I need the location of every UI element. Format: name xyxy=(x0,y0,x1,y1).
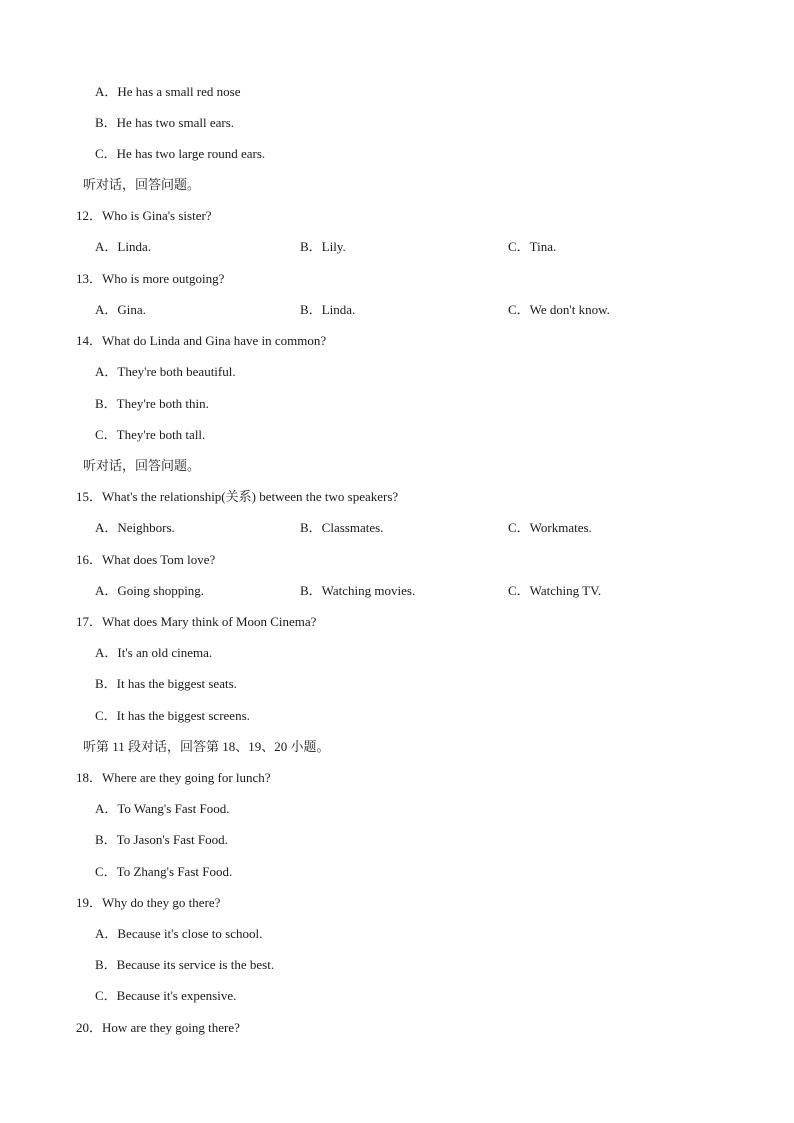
section-instruction: 听对话，回答问题。 xyxy=(83,458,201,473)
option-q16-c: C．Watching TV. xyxy=(508,583,602,598)
option-q11-a: A．He has a small red nose xyxy=(95,84,241,99)
section-instruction: 听对话，回答问题。 xyxy=(83,177,201,192)
option-q13-c: C．We don't know. xyxy=(508,302,610,317)
option-q13-b: B．Linda. xyxy=(300,302,356,317)
option-q19-c: C．Because it's expensive. xyxy=(95,988,237,1003)
question-19: 19．Why do they go there? xyxy=(76,895,221,910)
section-instruction: 听第 11 段对话，回答第 18、19、20 小题。 xyxy=(83,739,330,754)
question-16: 16．What does Tom love? xyxy=(76,552,216,567)
question-18: 18．Where are they going for lunch? xyxy=(76,770,271,785)
option-q14-b: B．They're both thin. xyxy=(95,396,209,411)
option-q17-b: B．It has the biggest seats. xyxy=(95,676,237,691)
option-q19-b: B．Because its service is the best. xyxy=(95,957,275,972)
question-17: 17．What does Mary think of Moon Cinema? xyxy=(76,614,317,629)
option-q11-c: C．He has two large round ears. xyxy=(95,146,266,161)
question-20: 20．How are they going there? xyxy=(76,1020,240,1035)
option-q17-a: A．It's an old cinema. xyxy=(95,645,213,660)
option-q15-a: A．Neighbors. xyxy=(95,520,175,535)
question-12: 12．Who is Gina's sister? xyxy=(76,208,212,223)
option-q14-a: A．They're both beautiful. xyxy=(95,364,236,379)
option-q13-a: A．Gina. xyxy=(95,302,146,317)
option-q14-c: C．They're both tall. xyxy=(95,427,206,442)
option-q18-c: C．To Zhang's Fast Food. xyxy=(95,864,233,879)
option-q18-b: B．To Jason's Fast Food. xyxy=(95,832,228,847)
question-14: 14．What do Linda and Gina have in common? xyxy=(76,333,327,348)
option-q12-a: A．Linda. xyxy=(95,239,151,254)
option-q11-b: B．He has two small ears. xyxy=(95,115,235,130)
question-15: 15．What's the relationship(关系) between the two speakers? xyxy=(76,489,399,504)
option-q16-a: A．Going shopping. xyxy=(95,583,205,598)
option-q16-b: B．Watching movies. xyxy=(300,583,416,598)
option-q17-c: C．It has the biggest screens. xyxy=(95,708,250,723)
option-q15-c: C．Workmates. xyxy=(508,520,592,535)
option-q12-c: C．Tina. xyxy=(508,239,557,254)
question-13: 13．Who is more outgoing? xyxy=(76,271,225,286)
option-q19-a: A．Because it's close to school. xyxy=(95,926,263,941)
option-q12-b: B．Lily. xyxy=(300,239,346,254)
option-q15-b: B．Classmates. xyxy=(300,520,384,535)
option-q18-a: A．To Wang's Fast Food. xyxy=(95,801,230,816)
